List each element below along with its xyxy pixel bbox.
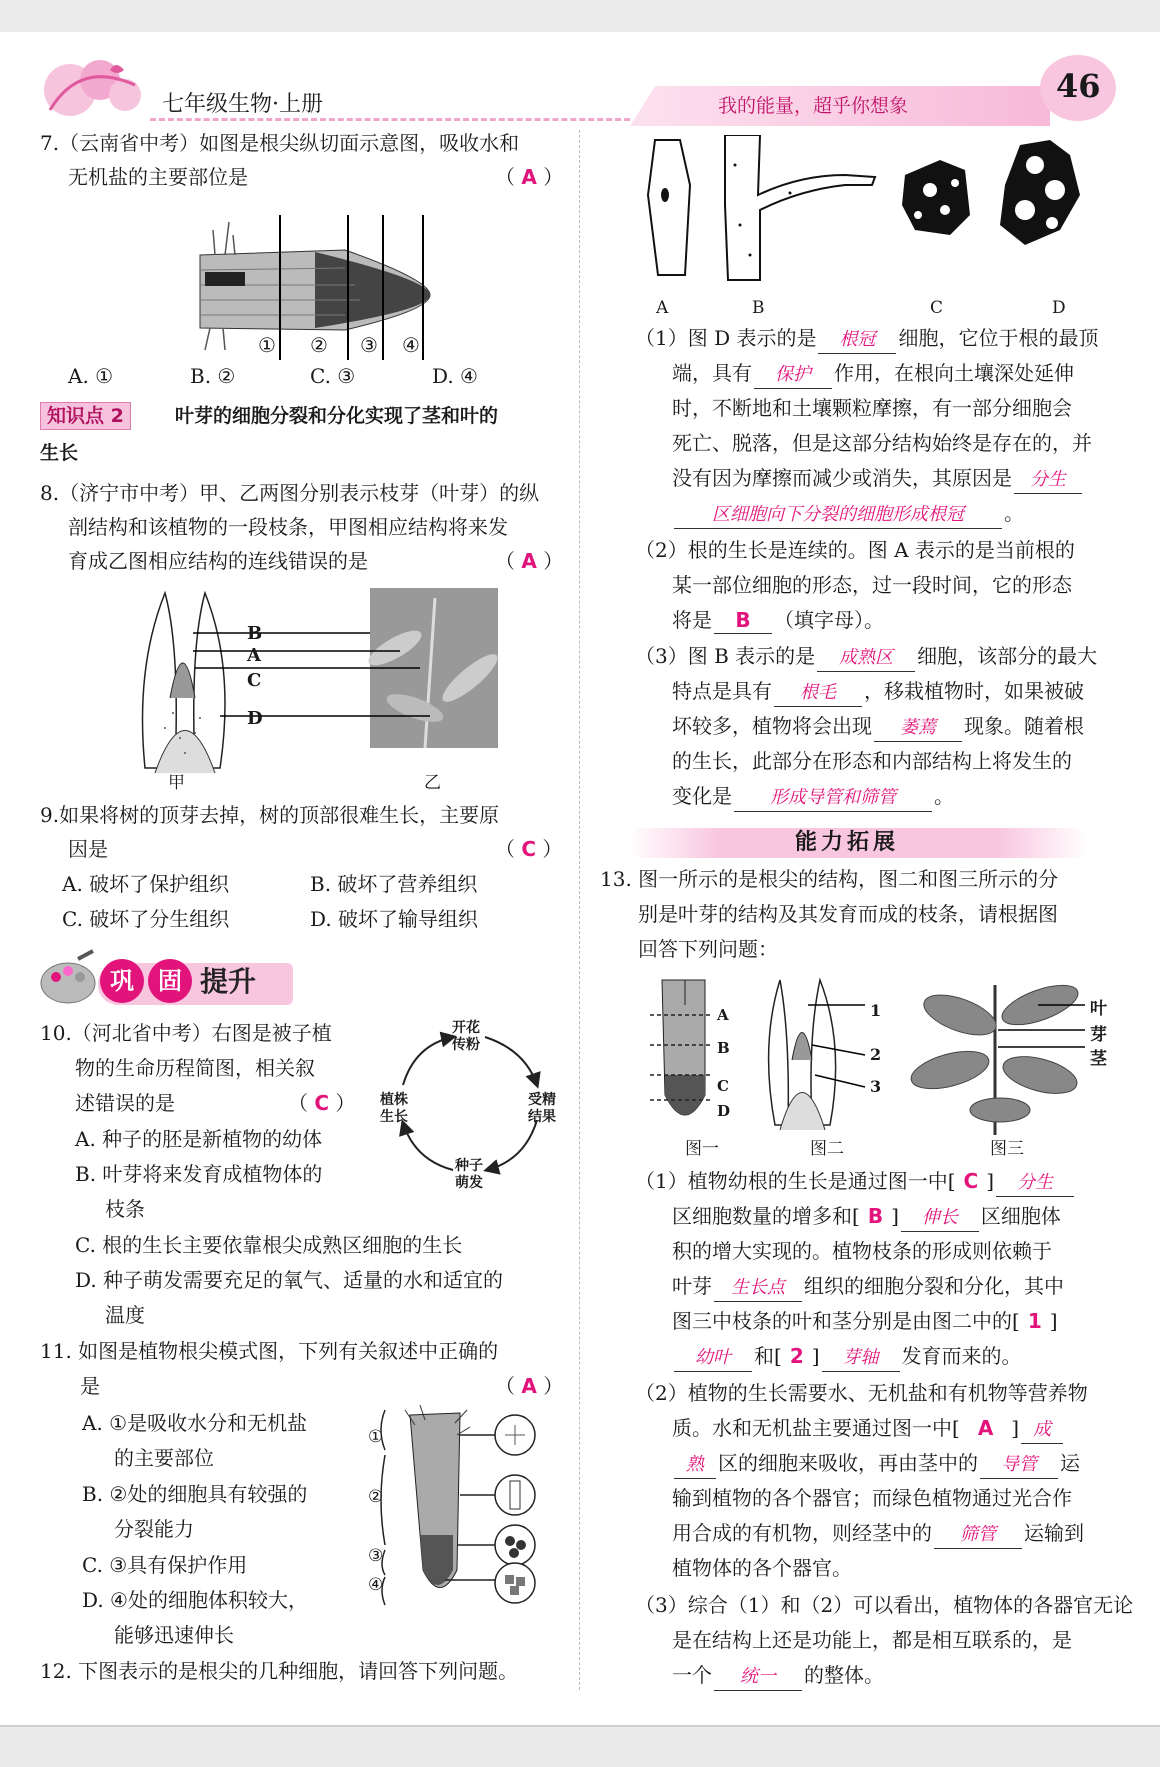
- cycle-bottom-2: 萌发: [455, 1175, 483, 1191]
- q8-caption-right: 乙: [424, 773, 441, 793]
- kp2-title-line1: 叶芽的细胞分裂和分化实现了茎和叶的: [175, 405, 499, 427]
- q7-option-c: C. ③: [310, 364, 356, 388]
- q11-line1: 11. 如图是植物根尖模式图，下列有关叙述中正确的: [40, 1339, 499, 1363]
- q11-answer: （ A ）: [495, 1374, 564, 1398]
- q11-option-c: C. ③具有保护作用: [82, 1553, 248, 1577]
- q11-option-d2: 能够迅速伸长: [114, 1623, 234, 1647]
- root-tip-model: [365, 1405, 565, 1610]
- header-ornament: [40, 50, 150, 125]
- q10-option-c: C. 根的生长主要依靠根尖成熟区细胞的生长: [75, 1233, 463, 1257]
- q11-fig-label-1: ①: [368, 1427, 384, 1447]
- q12-p1-line6: 区细胞向下分裂的细胞形成根冠 。: [672, 500, 1024, 529]
- q9-line2: 因是: [68, 837, 108, 861]
- q9-line1: 9.如果将树的顶芽去掉，树的顶部很难生长，主要原: [40, 803, 500, 827]
- q13-p3-line1: （3）综合（1）和（2）可以看出，植物体的各器官无论: [635, 1593, 1134, 1617]
- top-band: [0, 0, 1160, 32]
- q13-line3: 回答下列问题：: [638, 937, 778, 961]
- cycle-right-2: 结果: [528, 1109, 556, 1125]
- q12-p1-line5: 没有因为摩擦而减少或消失，其原因是 分生: [672, 465, 1084, 494]
- q13-line1: 13. 图一所示的是根尖的结构，图二和图三所示的分: [600, 867, 1059, 891]
- q9-option-d: D. 破坏了输导组织: [310, 907, 479, 931]
- fig1-label-a: A: [717, 1006, 729, 1024]
- kp2-title-line2: 生长: [40, 442, 79, 464]
- q12-p1-line1: （1）图 D 表示的是 根冠 细胞，它位于根的最顶: [635, 325, 1098, 354]
- fig2-label-2: 2: [870, 1045, 882, 1064]
- fig1-label-d: D: [717, 1102, 731, 1120]
- fig1-label-b: B: [717, 1039, 730, 1057]
- book-title: 七年级生物·上册: [162, 92, 323, 117]
- section2-title: 能力拓展: [795, 830, 900, 855]
- cell-label-b: B: [752, 298, 765, 318]
- q9-option-a: A. 破坏了保护组织: [62, 872, 230, 896]
- q10-option-b1: B. 叶芽将来发育成植物体的: [75, 1162, 323, 1186]
- q13-p2-line3: 熟 区的细胞来吸收，再由茎中的 导管 运: [672, 1450, 1080, 1479]
- fig3-label-stem: 茎: [1090, 1049, 1107, 1069]
- q8-label-d: D: [247, 708, 263, 729]
- q12-p2-line3: 将是 B （填字母）。: [672, 608, 884, 632]
- q9-option-b: B. 破坏了营养组织: [310, 872, 478, 896]
- q12-p2-line2: 某一部位细胞的形态，过一段时间，它的形态: [672, 573, 1072, 597]
- cycle-top-1: 开花: [452, 1020, 480, 1036]
- q11-fig-label-3: ③: [368, 1546, 384, 1566]
- q8-answer: （ A ）: [495, 549, 564, 573]
- q8-line2: 剖结构和该植物的一段枝条，甲图相应结构将来发: [68, 515, 508, 539]
- cell-label-c: C: [930, 298, 944, 318]
- q13-p1-line6: 幼叶 和[ 2 ] 芽轴 发育而来的。: [672, 1343, 1022, 1372]
- knowledge-point-badge: 知识点 2: [40, 402, 131, 430]
- q8-caption-left: 甲: [168, 773, 185, 793]
- q11-option-b2: 分裂能力: [114, 1517, 194, 1541]
- section-char-2: 固: [158, 966, 182, 995]
- section-banner: [38, 945, 293, 1011]
- q11-fig-label-2: ②: [368, 1487, 384, 1507]
- q13-p3-line3: 一个 统一 的整体。: [672, 1662, 884, 1691]
- q8-line3: 育成乙图相应结构的连线错误的是: [68, 549, 368, 573]
- q9-option-c: C. 破坏了分生组织: [62, 907, 230, 931]
- q11-root-model-figure: [365, 1405, 565, 1610]
- q13-p1-line4: 叶芽 生长点 组织的细胞分裂和分化，其中: [672, 1273, 1064, 1302]
- q9-answer: （ C ）: [495, 837, 563, 861]
- column-divider: [579, 130, 580, 1690]
- q13-p1-line5: 图三中枝条的叶和茎分别是由图二中的[ 1 ]: [672, 1309, 1058, 1333]
- section-rest: 提升: [200, 965, 257, 998]
- cycle-bottom-1: 种子: [455, 1158, 483, 1174]
- q7-fig-label-2: ②: [310, 333, 328, 357]
- q12-p1-line4: 死亡、脱落，但是这部分结构始终是存在的，并: [672, 431, 1092, 455]
- fig3-label-leaf: 叶: [1090, 999, 1107, 1019]
- q13-p1-line3: 积的增大实现的。植物枝条的形成则依赖于: [672, 1239, 1052, 1263]
- q7-answer: （ A ）: [495, 165, 564, 189]
- q12-intro: 12. 下图表示的是根尖的几种细胞，请回答下列问题。: [40, 1659, 519, 1683]
- cell-label-a: A: [656, 298, 669, 318]
- q8-bud-figure: [125, 588, 505, 778]
- q11-option-a2: 的主要部位: [114, 1446, 214, 1470]
- root-cell-types: [640, 135, 1110, 285]
- q7-line2: 无机盐的主要部位是: [68, 165, 248, 189]
- q10-line2: 物的生命历程简图，相关叙: [75, 1056, 315, 1080]
- section-char-1: 巩: [110, 966, 134, 995]
- floral-ornament-icon: [40, 50, 150, 125]
- cycle-top-2: 传粉: [452, 1037, 480, 1053]
- q12-p3-line3: 坏较多，植物将会出现 萎蔫 现象。随着根: [672, 713, 1084, 742]
- slogan: 我的能量，超乎你想象: [718, 95, 909, 117]
- q8-line1: 8.（济宁市中考）甲、乙两图分别表示枝芽（叶芽）的纵: [40, 481, 540, 505]
- q11-fig-label-4: ④: [368, 1575, 384, 1595]
- q10-option-d1: D. 种子萌发需要充足的氧气、适量的水和适宜的: [75, 1268, 504, 1292]
- q7-fig-label-1: ①: [258, 333, 276, 357]
- fig-caption-3: 图三: [990, 1139, 1024, 1159]
- q10-answer: （ C ）: [288, 1091, 356, 1115]
- fig2-label-1: 1: [870, 1001, 882, 1020]
- page-number: 46: [1056, 67, 1101, 105]
- cycle-left-2: 生长: [380, 1109, 408, 1125]
- fig3-label-bud: 芽: [1090, 1025, 1107, 1045]
- leaf-bud-section-and-twig: [125, 588, 505, 778]
- header-dash-line: [150, 118, 630, 121]
- q13-p3-line2: 是在结构上还是功能上，都是相互联系的，是: [672, 1628, 1072, 1652]
- q11-option-b1: B. ②处的细胞具有较强的: [82, 1482, 308, 1506]
- q13-p2-line5: 用合成的有机物，则经茎中的 筛管 运输到: [672, 1520, 1084, 1549]
- cell-label-d: D: [1052, 298, 1066, 318]
- q10-option-b2: 枝条: [105, 1197, 145, 1221]
- q13-p1-line2: 区细胞数量的增多和[ B ] 伸长 区细胞体: [672, 1203, 1061, 1232]
- q12-p3-line4: 的生长，此部分在形态和内部结构上将发生的: [672, 749, 1072, 773]
- q8-label-a: A: [247, 645, 261, 666]
- palette-icon: [38, 949, 98, 1009]
- q10-line3: 述错误的是: [75, 1091, 175, 1115]
- q8-label-c: C: [247, 670, 262, 691]
- q7-option-d: D. ④: [432, 364, 478, 388]
- q13-p2-line2: 质。水和无机盐主要通过图一中[ A ] 成: [672, 1415, 1065, 1444]
- q12-p1-line3: 时，不断地和土壤颗粒摩擦，有一部分细胞会: [672, 396, 1072, 420]
- cycle-right-1: 受精: [528, 1092, 556, 1108]
- fig-caption-1: 图一: [685, 1139, 719, 1159]
- q7-line1: 7.（云南省中考）如图是根尖纵切面示意图，吸收水和: [40, 131, 520, 155]
- q13-line2: 别是叶芽的结构及其发育而成的枝条，请根据图: [638, 902, 1058, 926]
- fig1-label-c: C: [717, 1077, 729, 1095]
- q12-p3-line2: 特点是具有 根毛 ，移栽植物时，如果被破: [672, 678, 1084, 707]
- q13-p1-line1: （1）植物幼根的生长是通过图一中[ C ] 分生: [635, 1168, 1076, 1197]
- q8-label-b: B: [247, 623, 263, 644]
- q7-option-a: A. ①: [68, 364, 114, 388]
- q11-option-a1: A. ①是吸收水分和无机盐: [82, 1411, 308, 1435]
- q7-fig-label-3: ③: [360, 333, 378, 357]
- fig2-label-3: 3: [870, 1077, 882, 1096]
- bottom-band: [0, 1725, 1160, 1767]
- q7-option-b: B. ②: [190, 364, 236, 388]
- q12-p3-line5: 变化是 形成导管和筛管 。: [672, 783, 954, 812]
- q10-option-a: A. 种子的胚是新植物的幼体: [75, 1127, 323, 1151]
- q13-p2-line1: （2）植物的生长需要水、无机盐和有机物等营养物: [635, 1381, 1088, 1405]
- q12-p3-line1: （3）图 B 表示的是 成熟区 细胞，该部分的最大: [635, 643, 1097, 672]
- q13-p2-line4: 输到植物的各个器官；而绿色植物通过光合作: [672, 1486, 1072, 1510]
- q10-option-d2: 温度: [105, 1303, 145, 1327]
- q12-p2-line1: （2）根的生长是连续的。图 A 表示的是当前根的: [635, 538, 1075, 562]
- fig-caption-2: 图二: [810, 1139, 844, 1159]
- q13-p2-line6: 植物体的各个器官。: [672, 1556, 852, 1580]
- q11-option-d1: D. ④处的细胞体积较大，: [82, 1588, 308, 1612]
- cycle-left-1: 植株: [380, 1092, 408, 1108]
- q12-cells-figure: [640, 135, 1110, 285]
- q12-p1-line2: 端，具有 保护 作用，在根向土壤深处延伸: [672, 360, 1074, 389]
- q7-fig-label-4: ④: [402, 333, 420, 357]
- q11-line2: 是: [80, 1374, 100, 1398]
- q10-line1: 10.（河北省中考）右图是被子植: [40, 1021, 332, 1045]
